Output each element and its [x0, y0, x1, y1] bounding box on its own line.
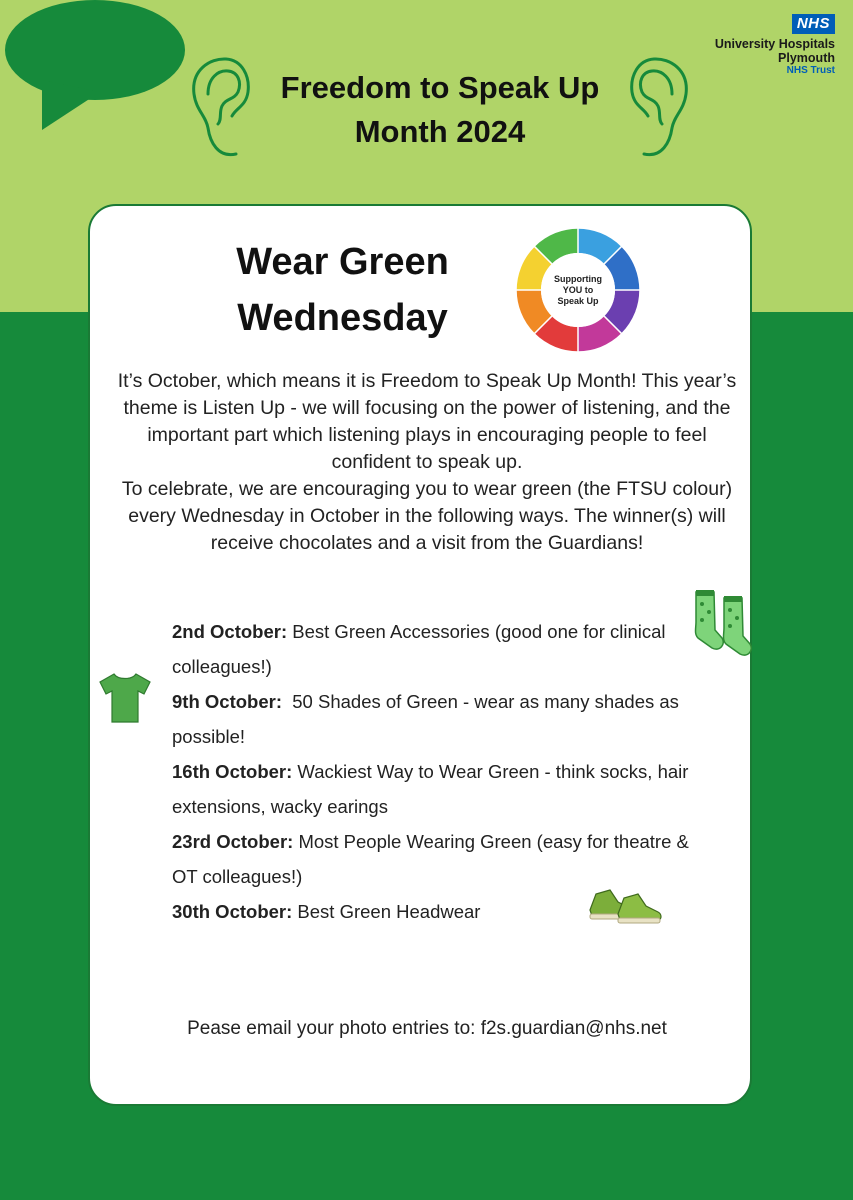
page-title-line-1: Freedom to Speak Up: [280, 70, 600, 105]
schedule-date: 16th October:: [172, 761, 293, 782]
puzzle-wheel-icon: [508, 220, 648, 360]
wheel-text-line-3: Speak Up: [557, 296, 599, 306]
speech-bubble-icon: [0, 0, 190, 140]
schedule-date: 9th October:: [172, 691, 282, 712]
sneakers-icon: [586, 880, 666, 928]
tshirt-icon: [98, 672, 152, 724]
schedule-text: Best Green Headwear: [292, 901, 481, 922]
schedule-item: [172, 614, 692, 684]
schedule-date: 2nd October:: [172, 621, 288, 642]
nhs-org-name-line-1: University Hospitals: [714, 37, 835, 51]
nhs-trust-label: NHS Trust: [786, 65, 835, 76]
socks-icon: [688, 586, 768, 666]
page-title: [200, 66, 680, 154]
nhs-logo: NHS: [792, 14, 835, 34]
schedule-text: Best Green Accessories (good one for clinical colleagues!): [172, 621, 666, 677]
card-title: [180, 234, 505, 346]
page-title-line-2: Month 2024: [354, 114, 526, 149]
schedule-date: 23rd October:: [172, 831, 294, 852]
nhs-org-name-line-2: Plymouth: [778, 51, 835, 65]
schedule-text: 50 Shades of Green - wear as many shades as possible!: [172, 691, 685, 747]
schedule-item: [172, 754, 692, 824]
card-title-line-1: Wear Green: [236, 241, 449, 283]
schedule-item: [172, 684, 692, 754]
intro-text: [112, 368, 742, 557]
wheel-text-line-1: Supporting: [554, 274, 602, 284]
wheel-text-line-2: YOU to: [562, 285, 594, 295]
nhs-logo-block: [715, 14, 835, 77]
intro-paragraph-2: To celebrate, we are encouraging you to wear green (the FTSU colour) every Wednesday in October in the following ways. The winner(s) will receive chocolates and a visit from the Guardians!: [121, 478, 733, 554]
schedule-text: Most People Wearing Green (easy for theatre & OT colleagues!): [172, 831, 689, 887]
card-title-line-2: Wednesday: [237, 297, 448, 339]
schedule-text: Wackiest Way to Wear Green - think socks, hair extensions, wacky earings: [172, 761, 689, 817]
email-instructions: Pease email your photo entries to: f2s.guardian@nhs.net: [187, 1018, 667, 1039]
schedule-date: 30th October:: [172, 901, 293, 922]
intro-paragraph-1: It’s October, which means it is Freedom to Speak Up Month! This year’s theme is Listen Up - we will focusing on the power of listening, and the important part which listening plays in encouraging people to feel confident to speak up.: [117, 370, 737, 473]
